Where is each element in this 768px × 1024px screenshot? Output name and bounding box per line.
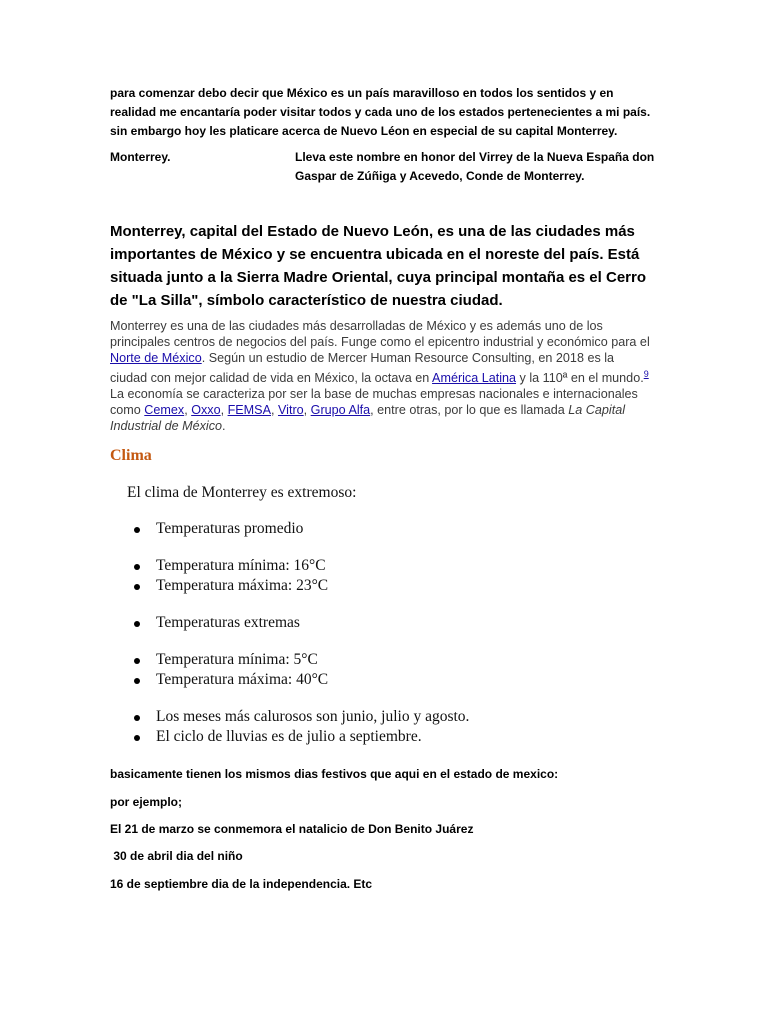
bullet-item: Temperatura mínima: 16°C — [132, 556, 328, 576]
holiday-item: 30 de abril dia del niño — [110, 849, 243, 863]
intro-line: realidad me encantaría poder visitar todos y cada uno de los estados pertenecientes a mi país. — [110, 105, 651, 119]
clima-intro: El clima de Monterrey es extremoso: — [127, 484, 357, 501]
holiday-item: 16 de septiembre dia de la independencia. Etc — [110, 877, 373, 891]
separator: , — [270, 403, 278, 418]
bullet-list-averages-heading — [132, 519, 303, 539]
link-oxxo[interactable]: Oxxo — [191, 403, 221, 418]
economy-italic-text: La Capital Industrial de México — [110, 403, 626, 434]
bullet-item: El ciclo de lluvias es de julio a septiembre. — [132, 727, 469, 747]
economy-text: y la 110ª en el mundo. — [516, 371, 644, 386]
link-grupo-alfa[interactable]: Grupo Alfa — [310, 403, 371, 418]
economy-text: La economía se caracteriza por ser la base de muchas empresas nacionales e internacionales como — [110, 387, 638, 418]
bullet-item: Los meses más calurosos son junio, julio y agosto. — [132, 707, 469, 727]
bullet-item: Temperatura mínima: 5°C — [132, 650, 328, 670]
bullet-item: Temperatura máxima: 40°C — [132, 670, 328, 690]
bullet-item: Temperaturas extremas — [132, 613, 300, 633]
bullet-list-extremes-heading — [132, 613, 300, 633]
separator: , — [184, 403, 192, 418]
main-paragraph-line: situada junto a la Sierra Madre Oriental, cuya principal montaña es el Cerro — [110, 269, 647, 286]
link-femsa[interactable]: FEMSA — [227, 403, 271, 418]
intro-paragraph — [110, 84, 670, 141]
bullet-list-averages — [132, 556, 328, 596]
link-vitro[interactable]: Vitro — [277, 403, 304, 418]
economy-text: . Según un estudio de Mercer Human Resource Consulting, en 2018 es la ciudad con mejor calidad de vida en México, la octava en — [110, 351, 615, 386]
link-cemex[interactable]: Cemex — [144, 403, 185, 418]
name-description — [295, 148, 675, 186]
name-description-line: Gaspar de Zúñiga y Acevedo, Conde de Monterrey. — [295, 169, 585, 183]
economy-paragraph — [110, 318, 650, 434]
main-paragraph — [110, 220, 670, 312]
economy-text: , entre otras, por lo que es llamada — [370, 403, 569, 418]
name-label: Monterrey. — [110, 150, 171, 164]
intro-line: sin embargo hoy les platicare acerca de Nuevo Léon en especial de su capital Monterrey. — [110, 124, 618, 138]
main-paragraph-line: importantes de México y se encuentra ubicada en el noreste del país. Está — [110, 246, 640, 263]
clima-heading: Clima — [110, 447, 152, 464]
separator: , — [220, 403, 228, 418]
intro-line: para comenzar debo decir que México es un país maravilloso en todos los sentidos y en — [110, 86, 614, 100]
economy-text: . — [222, 419, 226, 434]
bullet-item: Temperatura máxima: 23°C — [132, 576, 328, 596]
economy-text: Monterrey es una de las ciudades más desarrolladas de México y es además uno de los principales centros de negocios del país. Funge como el epicentro industrial y económico para el — [110, 319, 650, 349]
link-america-latina[interactable]: América Latina — [432, 371, 517, 386]
bullet-item: Temperaturas promedio — [132, 519, 303, 539]
holiday-item: El 21 de marzo se conmemora el natalicio de Don Benito Juárez — [110, 822, 474, 836]
footnote-link[interactable]: 9 — [643, 369, 649, 379]
bullet-list-season — [132, 707, 469, 747]
holidays-intro: basicamente tienen los mismos dias festivos que aqui en el estado de mexico: — [110, 767, 559, 781]
main-paragraph-line: de "La Silla", símbolo característico de nuestra ciudad. — [110, 292, 503, 309]
separator: , — [303, 403, 311, 418]
bullet-list-extremes — [132, 650, 328, 690]
main-paragraph-line: Monterrey, capital del Estado de Nuevo León, es una de las ciudades más — [110, 223, 635, 240]
holidays-example-label: por ejemplo; — [110, 795, 183, 809]
name-description-line: Lleva este nombre en honor del Virrey de la Nueva España don — [295, 150, 655, 164]
link-norte-de-mexico[interactable]: Norte de México — [110, 351, 202, 365]
